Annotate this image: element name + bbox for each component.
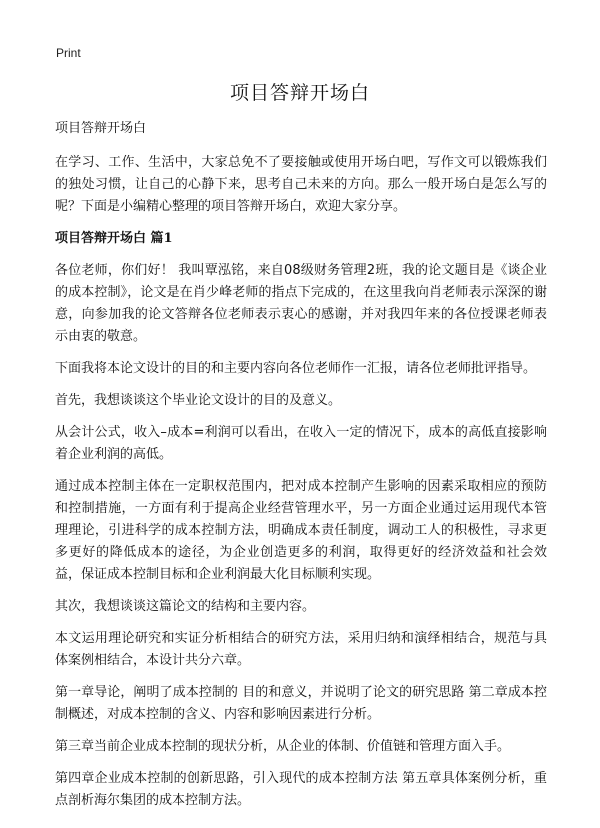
paragraph-chapter-1-2: 第一章导论，阐明了成本控制的 目的和意义，并说明了论文的研究思路 第二章成本控制概述，对成本控制的含义、内容和影响因素进行分析。	[55, 685, 547, 722]
paragraph-chapter-3: 第三章当前企业成本控制的现状分析，从企业的体制、价值链和管理方面入手。	[55, 739, 511, 754]
page-title: 项目答辩开场白	[229, 82, 370, 104]
paragraph-greeting: 各位老师，你们好！ 我叫覃泓铭，来自08级财务管理2班，我的论文题目是《谈企业的成本控制》，论文是在肖少峰老师的指点下完成的，在这里我向肖老师表示深深的谢意，向参加我的论文答辩各位老师表示衷心的感谢，并对我四年来的各位授课老师表示由衷的敬意。	[55, 263, 547, 344]
paragraph-report-intro: 下面我将本论文设计的目的和主要内容向各位老师作一汇报，请各位老师批评指导。	[55, 361, 537, 376]
document-subtitle: 项目答辩开场白	[55, 121, 147, 136]
section-heading: 项目答辩开场白 篇1	[55, 231, 173, 246]
paragraph-methodology: 本文运用理论研究和实证分析相结合的研究方法，采用归纳和演绎相结合，规范与具体案例相结合，本设计共分六章。	[55, 631, 547, 668]
paragraph-purpose-heading: 首先，我想谈谈这个毕业论文设计的目的及意义。	[55, 393, 342, 408]
paragraph-cost-control: 通过成本控制主体在一定职权范围内，把对成本控制产生影响的因素采取相应的预防和控制措施，一方面有利于提高企业经营管理水平，另一方面企业通过运用现代本管理理论，引进科学的成本控制方法，明确成本责任制度，调动工人的积极性，寻求更多更好的降低成本的途径，为企业创造更多的利润，取得更好的经济效益和社会效益，保证成本控制目标和企业利润最大化目标顺利实现。	[55, 479, 547, 582]
document-body	[55, 118, 547, 822]
print-link[interactable]: Print	[56, 46, 81, 60]
paragraph-structure-heading: 其次，我想谈谈这篇论文的结构和主要内容。	[55, 599, 316, 614]
paragraph-accounting-formula: 从会计公式，收入–成本=利润可以看出，在收入一定的情况下，成本的高低直接影响着企业利润的高低。	[55, 425, 547, 462]
paragraph-chapter-4-5: 第四章企业成本控制的创新思路，引入现代的成本控制方法 第五章具体案例分析，重点剖析海尔集团的成本控制方法。	[55, 771, 547, 808]
intro-paragraph: 在学习、工作、生活中，大家总免不了要接触或使用开场白吧，写作文可以锻炼我们的独处习惯，让自己的心静下来，思考自己未来的方向。那么一般开场白是怎么写的呢？下面是小编精心整理的项目答辩开场白，欢迎大家分享。	[55, 155, 547, 214]
